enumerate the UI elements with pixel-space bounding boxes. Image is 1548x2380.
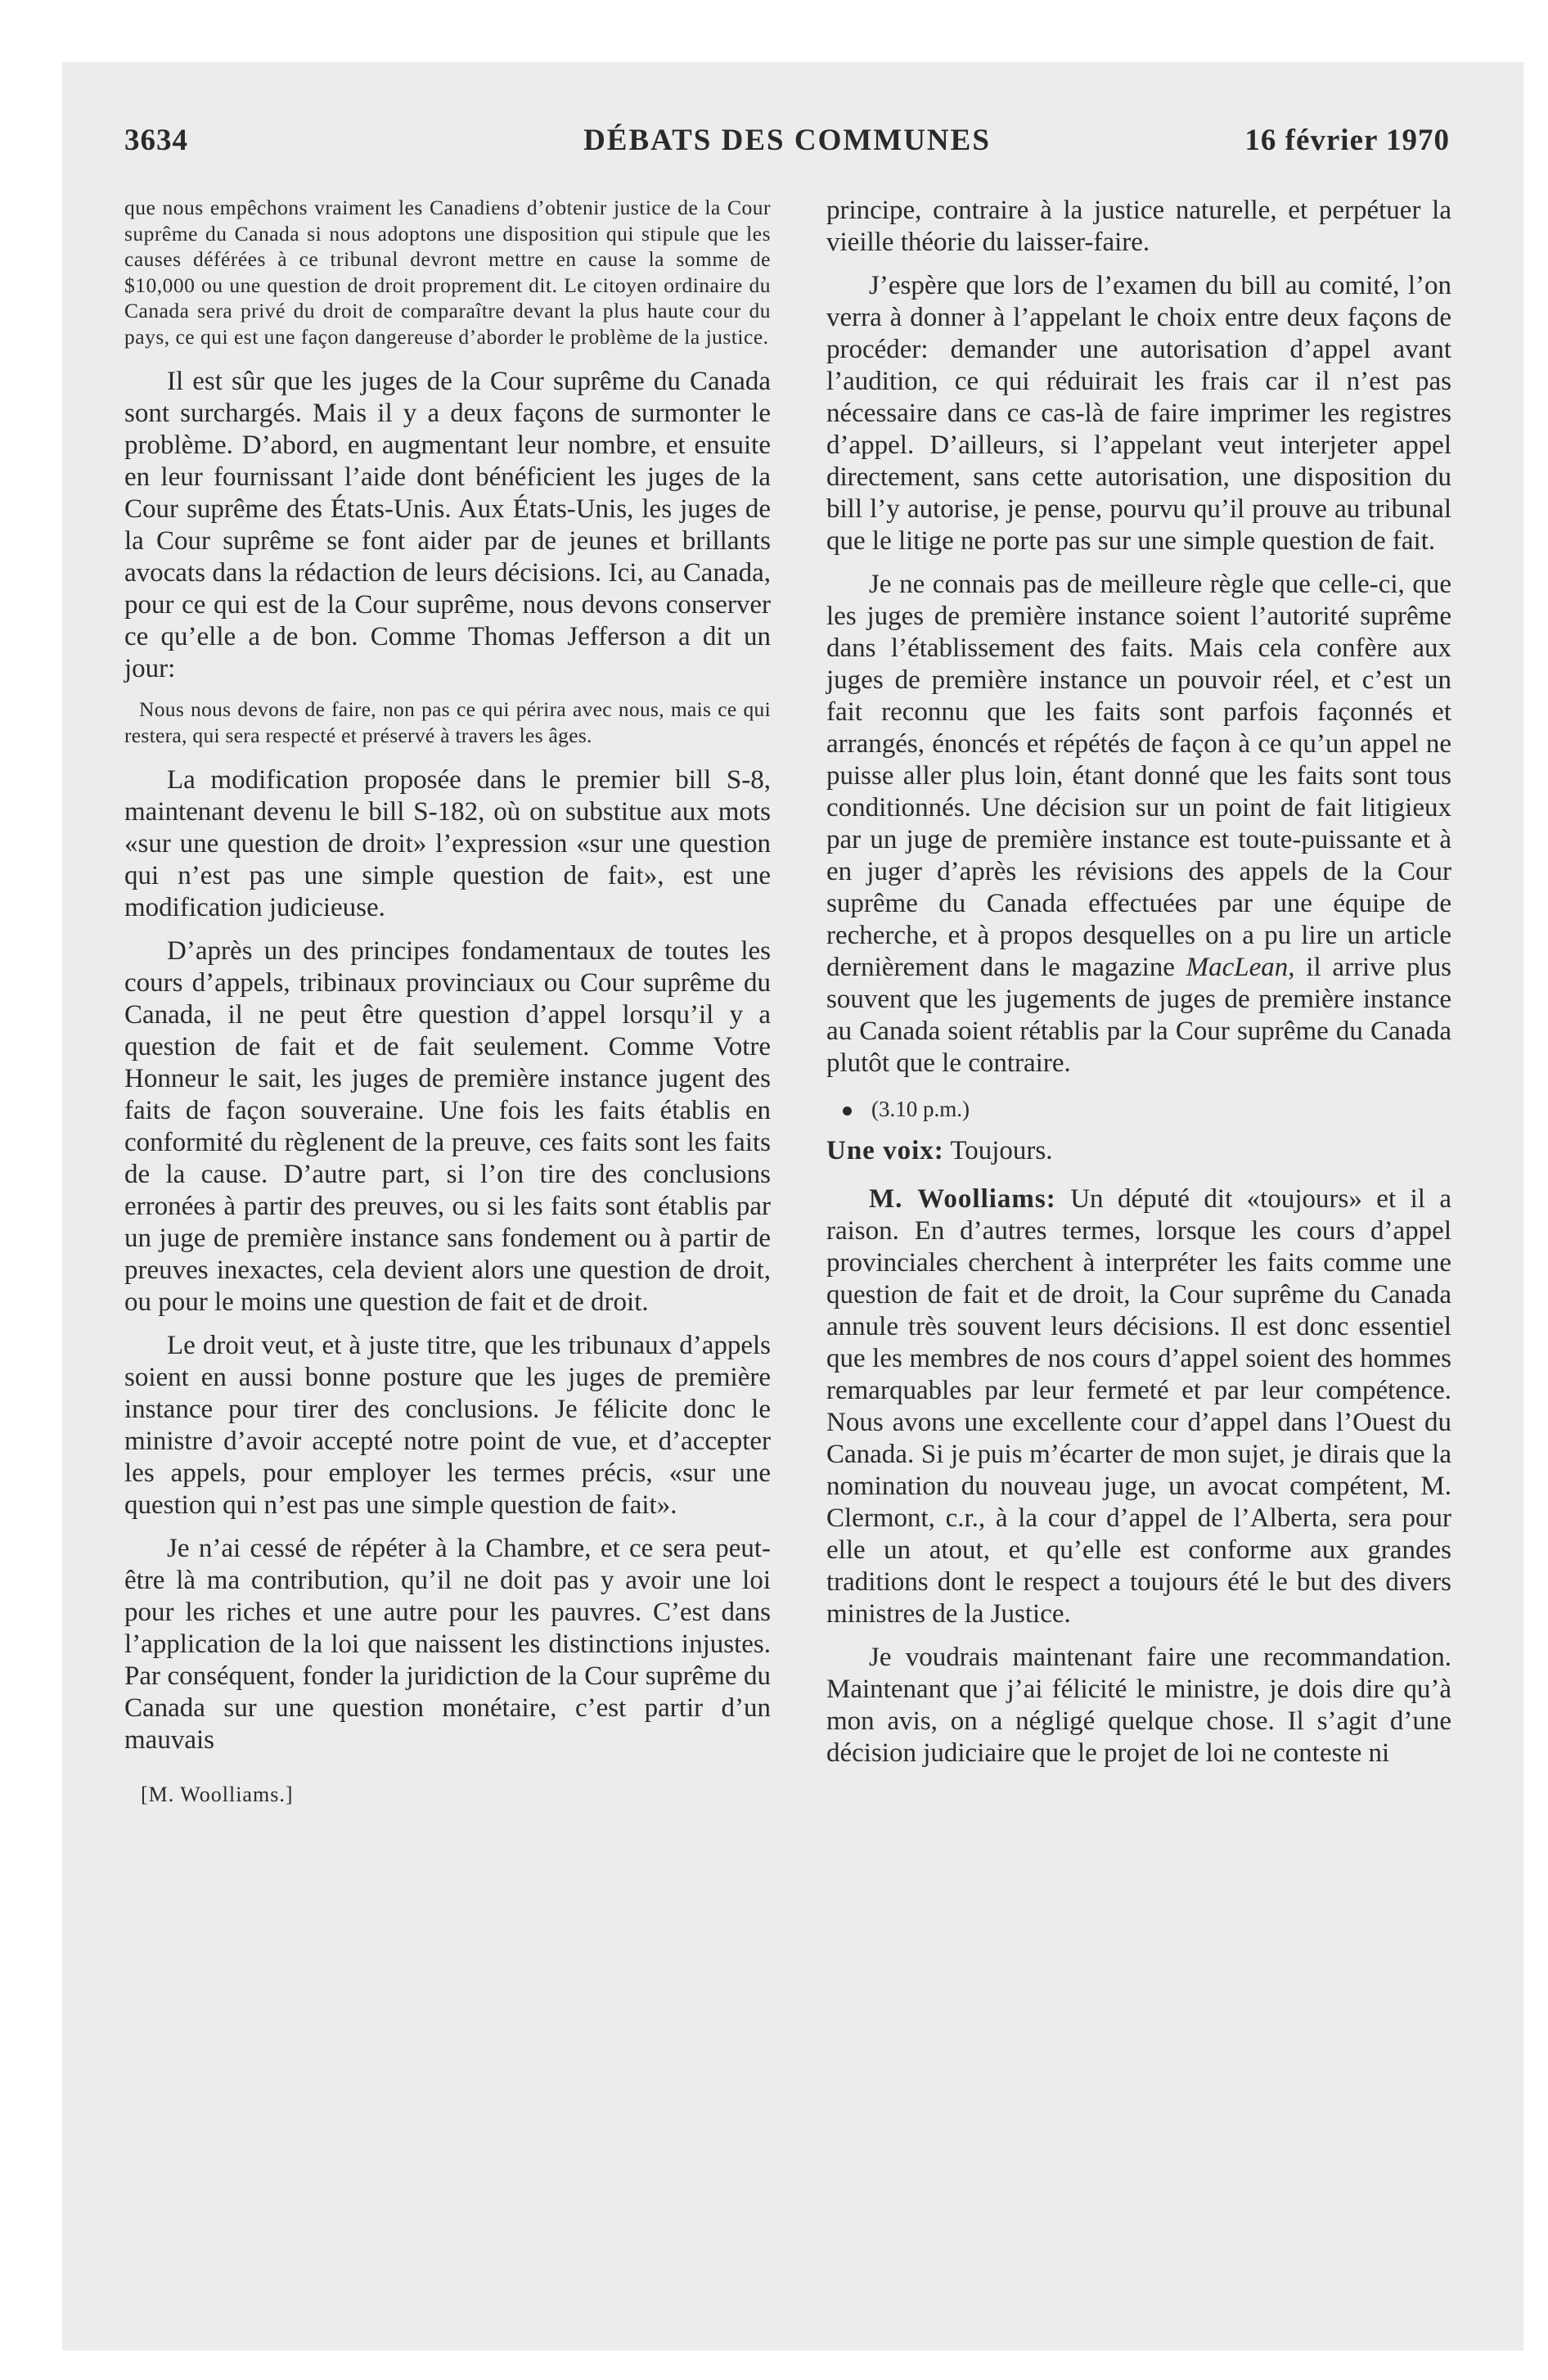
paragraph: Je voudrais maintenant faire une recommandation. Maintenant que j’ai félicité le ministre, je dois dire qu’à mon avis, on a négligé quelque chose. Il s’agit d’une décision judiciaire que le projet de loi ne conteste ni <box>826 1643 1451 1768</box>
paragraph <box>826 1183 1451 1630</box>
paragraph: Il est sûr que les juges de la Cour suprême du Canada sont surchargés. Mais il y a deux façons de surmonter le problème. D’abord, en augmentant leur nombre, et ensuite en leur fournissant l’aide dont bénéficient les juges de la Cour suprême des États-Unis. Aux États-Unis, les juges de la Cour suprême se font aider par de jeunes et brillants avocats dans la rédaction de leurs décisions. Ici, au Canada, pour ce qui est de la Cour suprême, nous devons conserver ce qu’elle a de bon. Comme Thomas Jefferson a dit un jour: <box>124 367 771 683</box>
paragraph: Je n’ai cessé de répéter à la Chambre, et ce sera peut-être là ma contribution, qu’il ne doit pas y avoir une loi pour les riches et une autre pour les pauvres. C’est dans l’application de la loi que naissent les distinctions injustes. Par conséquent, fonder la juridiction de la Cour suprême du Canada sur une question monétaire, c’est partir d’un mauvais <box>124 1534 771 1755</box>
right-column <box>826 195 1451 1769</box>
block-quote: Nous nous devons de faire, non pas ce qui périra avec nous, mais ce qui restera, qui sera respecté et préservé à travers les âges. <box>124 697 771 747</box>
left-column <box>124 195 771 1809</box>
paragraph: que nous empêchons vraiment les Canadiens d’obtenir justice de la Cour suprême du Canada si nous adoptons une disposition qui stipule que les causes déférées à ce tribunal devront mettre en cause la somme de $10,000 ou une question de droit proprement dit. Le citoyen ordinaire du Canada sera privé du droit de comparaître devant la plus haute cour du pays, ce qui est une façon dangereuse d’aborder le problème de la justice. <box>124 196 771 349</box>
magazine-name: MacLean, <box>1186 953 1295 982</box>
speaker-attribution: [M. Woolliams.] <box>141 1783 294 1806</box>
paragraph <box>826 569 1451 1080</box>
paragraph-text: Je ne connais pas de meilleure règle que celle-ci, que les juges de première instance soient l’autorité suprême dans l’établissement des faits. Mais cela confère aux juges de première instance un pouvoir réel, et c’est un fait reconnu que les faits sont parfois façonnés et arrangés, énoncés et répétés de façon à ce qu’un appel ne puisse aller plus loin, étant donné que les faits sont tous conditionnés. Une décision sur un point de fait litigieux par un juge de première instance est toute-puissante et à en juger d’après les révisions des appels de la Cour suprême du Canada effectuées par une équipe de recherche, et à propos desquelles on a pu lire un article dernièrement dans le magazine <box>826 570 1451 982</box>
page-title: DÉBATS DES COMMUNES <box>583 124 991 157</box>
paragraph: Le droit veut, et à juste titre, que les tribunaux d’appels soient en aussi bonne posture que les juges de première instance pour tirer des conclusions. Je félicite donc le ministre d’avoir accepté notre point de vue, et d’accepter les appels, pour employer les termes précis, «sur une question qui n’est pas une simple question de fait». <box>124 1331 771 1520</box>
speech-text: Un député dit «toujours» et il a raison. En d’autres termes, lorsque les cours d’appel provinciales cherchent à interpréter les faits comme une question de fait et de droit, la Cour suprême du Canada annule très souvent leurs décisions. Il est donc essentiel que les membres de nos cours d’appel soient des hommes remarquables par leur fermeté et par leur compétence. Nous avons une excellente cour d’appel dans l’Ouest du Canada. Si je puis m’écarter de mon sujet, je dirais que la nomination du nouveau juge, un avocat compétent, M. Clermont, c.r., à la cour d’appel de l’Alberta, sera pour elle un atout, et qu’elle est conforme aux grandes traditions dont le respect a toujours été le but des divers ministres de la Justice. <box>826 1184 1451 1629</box>
paragraph: D’après un des principes fondamentaux de toutes les cours d’appels, tribinaux provinciaux ou Cour suprême du Canada, il ne peut être question d’appel lorsqu’il y a question de fait et de fait seulement. Comme Votre Honneur le sait, les juges de première instance jugent des faits de façon souveraine. Une fois les faits établis en conformité du règlenent de la preuve, ces faits sont les faits de la cause. D’autre part, si l’on tire des conclusions erronées à partir des preuves, ou si les faits sont établis par un juge de première instance sans fondement ou à partir de preuves inexactes, cela devient alors une question de droit, ou pour le moins une question de fait et de droit. <box>124 936 771 1317</box>
page-header <box>124 123 1450 169</box>
paragraph-text: il arrive plus souvent que les jugements de juges de première instance au Canada soient rétablis par la Cour suprême du Canada plutôt que le contraire. <box>826 953 1451 1078</box>
paragraph: J’espère que lors de l’examen du bill au comité, l’on verra à donner à l’appelant le choix entre deux façons de procéder: demander une autorisation d’appel avant l’audition, ce qui réduirait les frais car il n’est pas nécessaire dans ce cas-là de faire imprimer les registres d’appel. D’ailleurs, si l’appelant veut interjeter appel directement, sans cette autorisation, une disposition du bill l’y autorise, je pense, pourvu qu’il prouve au tribunal que le litige ne porte pas sur une simple question de fait. <box>826 271 1451 556</box>
paragraph: La modification proposée dans le premier bill S-8, maintenant devenu le bill S-182, où on substitue aux mots «sur une question de droit» l’expression «sur une question qui n’est pas une simple question de fait», est une modification judicieuse. <box>124 765 771 922</box>
speaker-name: M. Woolliams: <box>869 1184 1056 1214</box>
speech-text: Toujours. <box>943 1136 1053 1165</box>
time-stamp <box>826 1094 1451 1124</box>
time-text: (3.10 p.m.) <box>871 1097 970 1121</box>
speaker-name: Une voix: <box>826 1136 944 1165</box>
page-number: 3634 <box>124 124 188 157</box>
paragraph <box>826 1135 1451 1167</box>
paragraph: principe, contraire à la justice naturelle, et perpétuer la vieille théorie du laisser-faire. <box>826 196 1451 257</box>
page-date: 16 février 1970 <box>1244 124 1450 157</box>
bullet-dot-icon <box>843 1107 852 1116</box>
